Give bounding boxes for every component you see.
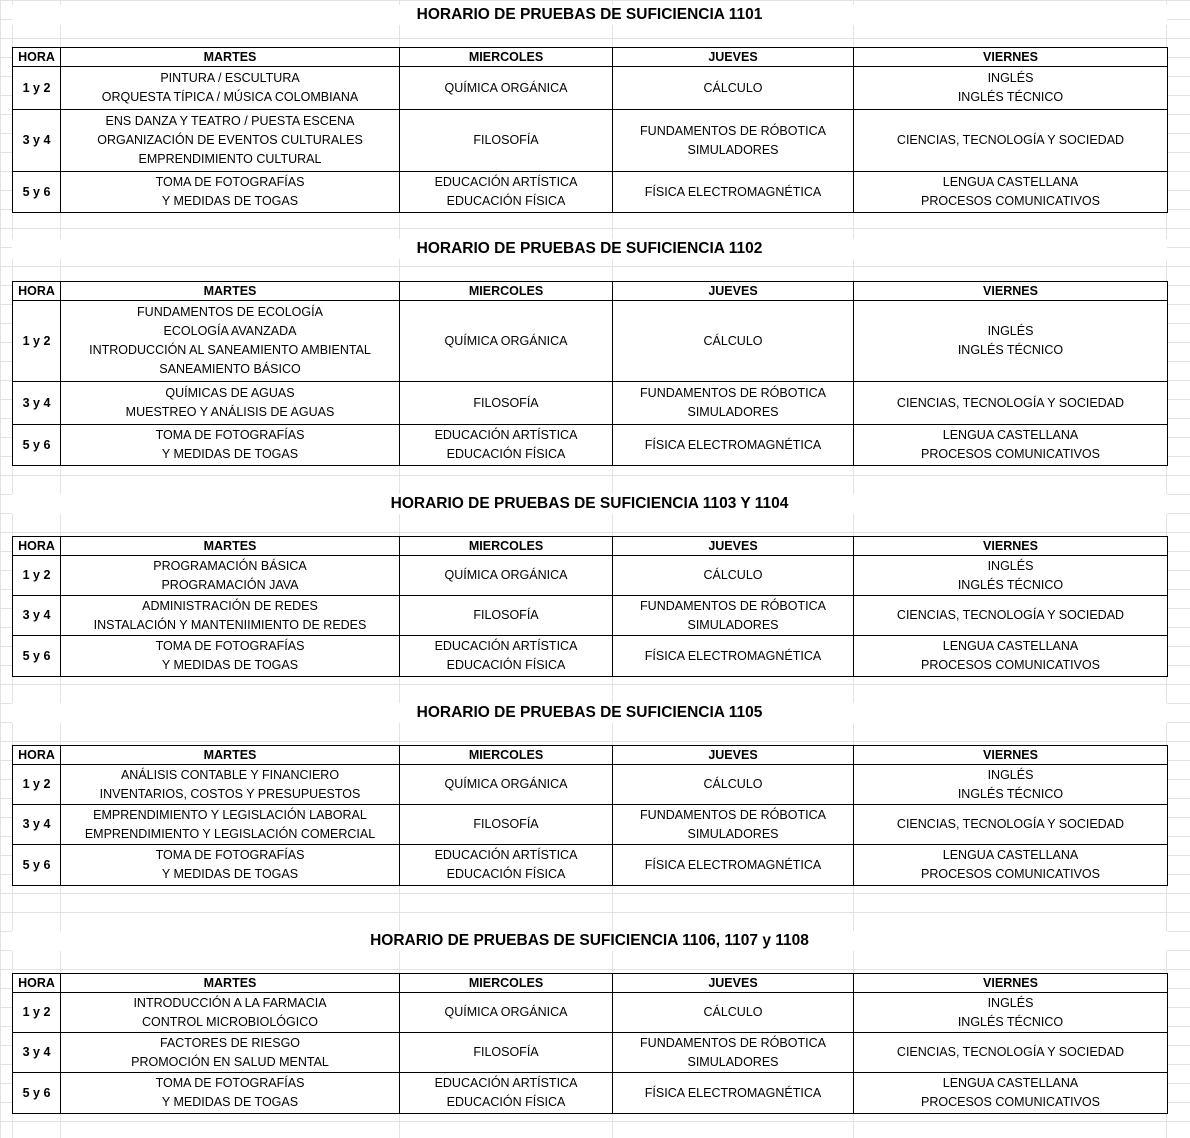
subject-text: CÁLCULO (703, 777, 763, 791)
martes-cell[interactable] (61, 596, 400, 636)
viernes-cell[interactable] (854, 556, 1168, 596)
jueves-cell[interactable] (613, 993, 854, 1033)
miercoles-cell[interactable] (400, 425, 613, 466)
subject-text: INGLÉS TÉCNICO (957, 90, 1064, 104)
subject-text: LENGUA CASTELLANA (942, 175, 1079, 189)
subject-text: INSTALACIÓN Y MANTENIIMIENTO DE REDES (93, 617, 367, 632)
subject-text: FÍSICA ELECTROMAGNÉTICA (644, 648, 822, 663)
subject-text: PROMOCIÓN EN SALUD MENTAL (131, 1054, 329, 1069)
viernes-cell[interactable] (854, 1033, 1168, 1073)
hora-cell[interactable]: 3 y 4 (13, 110, 61, 172)
subject-text: INGLÉS TÉCNICO (957, 577, 1064, 592)
subject-text: PROCESOS COMUNICATIVOS (921, 867, 1100, 881)
hora-cell[interactable]: 3 y 4 (13, 1033, 61, 1073)
subject-text: TOMA DE FOTOGRAFÍAS (155, 175, 305, 189)
schedule-table (12, 973, 1168, 1114)
hora-cell[interactable]: 5 y 6 (13, 172, 61, 213)
subject-text: EDUCACIÓN FÍSICA (446, 447, 566, 461)
viernes-cell[interactable] (854, 845, 1168, 886)
subject-text: QUÍMICA ORGÁNICA (444, 80, 568, 95)
table-row (13, 301, 1168, 382)
schedule-table (12, 745, 1168, 886)
viernes-cell[interactable] (854, 1073, 1168, 1114)
column-header-hora[interactable]: HORA (13, 282, 61, 301)
subject-text: FUNDAMENTOS DE RÓBOTICA (640, 1035, 826, 1050)
subject-text: QUÍMICA ORGÁNICA (444, 568, 568, 582)
table-row (13, 805, 1168, 845)
schedule-title: HORARIO DE PRUEBAS DE SUFICIENCIA 1106, 1107 y 1108 (12, 931, 1167, 951)
jueves-cell[interactable] (613, 805, 854, 845)
column-header-viernes[interactable]: VIERNES (854, 282, 1168, 301)
subject-text: QUÍMICAS DE AGUAS (165, 386, 295, 400)
schedule-table (12, 47, 1168, 213)
jueves-cell[interactable] (613, 765, 854, 805)
subject-text: INVENTARIOS, COSTOS Y PRESUPUESTOS (99, 786, 361, 801)
jueves-cell[interactable] (613, 172, 854, 213)
subject-text: FILOSOFÍA (473, 133, 539, 147)
subject-text: CIENCIAS, TECNOLOGÍA Y SOCIEDAD (896, 1045, 1125, 1059)
subject-text: PROCESOS COMUNICATIVOS (921, 194, 1100, 208)
subject-text: LENGUA CASTELLANA (942, 428, 1079, 442)
subject-text: CIENCIAS, TECNOLOGÍA Y SOCIEDAD (896, 608, 1125, 622)
column-header-martes[interactable]: MARTES (61, 974, 400, 993)
hora-cell[interactable]: 3 y 4 (13, 382, 61, 425)
subject-text: FUNDAMENTOS DE RÓBOTICA (640, 123, 826, 138)
subject-text: SIMULADORES (687, 142, 779, 157)
table-row (13, 425, 1168, 466)
martes-cell[interactable] (61, 172, 400, 213)
subject-text: FÍSICA ELECTROMAGNÉTICA (644, 857, 822, 872)
subject-text: QUÍMICA ORGÁNICA (444, 777, 568, 791)
header-row (13, 746, 1168, 765)
miercoles-cell[interactable] (400, 301, 613, 382)
subject-text: PROGRAMACIÓN JAVA (161, 577, 299, 592)
jueves-cell[interactable] (613, 596, 854, 636)
subject-text: CIENCIAS, TECNOLOGÍA Y SOCIEDAD (896, 133, 1125, 147)
subject-text: ORQUESTA TÍPICA / MÚSICA COLOMBIANA (101, 90, 359, 104)
hora-cell[interactable]: 1 y 2 (13, 993, 61, 1033)
subject-text: LENGUA CASTELLANA (942, 848, 1079, 862)
subject-text: SIMULADORES (687, 1054, 779, 1069)
table-row (13, 1073, 1168, 1114)
column-header-viernes[interactable]: VIERNES (854, 48, 1168, 67)
subject-text: EDUCACIÓN FÍSICA (446, 194, 566, 208)
column-header-martes[interactable]: MARTES (61, 746, 400, 765)
subject-text: EMPRENDIMIENTO Y LEGISLACIÓN LABORAL (93, 807, 367, 822)
column-header-jueves[interactable]: JUEVES (613, 974, 854, 993)
viernes-cell[interactable] (854, 172, 1168, 213)
martes-cell[interactable] (61, 1033, 400, 1073)
subject-text: CÁLCULO (703, 333, 763, 348)
subject-text: FILOSOFÍA (473, 1045, 539, 1059)
subject-text: EMPRENDIMIENTO CULTURAL (138, 152, 322, 166)
hora-cell[interactable]: 3 y 4 (13, 805, 61, 845)
subject-text: INTRODUCCIÓN A LA FARMACIA (133, 995, 327, 1010)
hora-cell[interactable]: 1 y 2 (13, 301, 61, 382)
miercoles-cell[interactable] (400, 636, 613, 677)
miercoles-cell[interactable] (400, 67, 613, 110)
subject-text: TOMA DE FOTOGRAFÍAS (155, 848, 305, 862)
column-header-hora[interactable]: HORA (13, 974, 61, 993)
column-header-martes[interactable]: MARTES (61, 282, 400, 301)
column-header-viernes[interactable]: VIERNES (854, 537, 1168, 556)
subject-text: PROCESOS COMUNICATIVOS (921, 1095, 1100, 1109)
martes-cell[interactable] (61, 110, 400, 172)
viernes-cell[interactable] (854, 636, 1168, 677)
header-row (13, 48, 1168, 67)
miercoles-cell[interactable] (400, 596, 613, 636)
subject-text: SIMULADORES (687, 405, 779, 419)
subject-text: QUÍMICA ORGÁNICA (444, 1005, 568, 1019)
subject-text: EDUCACIÓN ARTÍSTICA (434, 175, 578, 189)
header-row (13, 537, 1168, 556)
subject-text: EMPRENDIMIENTO Y LEGISLACIÓN COMERCIAL (84, 826, 376, 841)
subject-text: QUÍMICA ORGÁNICA (444, 333, 568, 348)
subject-text: FILOSOFÍA (473, 608, 539, 622)
subject-text: ECOLOGÍA AVANZADA (163, 324, 297, 338)
jueves-cell[interactable] (613, 845, 854, 886)
viernes-cell[interactable] (854, 382, 1168, 425)
subject-text: EDUCACIÓN ARTÍSTICA (434, 639, 578, 653)
subject-text: ORGANIZACIÓN DE EVENTOS CULTURALES (97, 133, 363, 147)
column-header-hora[interactable]: HORA (13, 537, 61, 556)
subject-text: MUESTREO Y ANÁLISIS DE AGUAS (125, 405, 335, 419)
martes-cell[interactable] (61, 805, 400, 845)
subject-text: FACTORES DE RIESGO (159, 1035, 301, 1050)
table-row (13, 110, 1168, 172)
viernes-cell[interactable] (854, 993, 1168, 1033)
schedule-table (12, 536, 1168, 677)
table-row (13, 382, 1168, 425)
subject-text: SANEAMIENTO BÁSICO (159, 362, 301, 376)
column-header-miercoles[interactable]: MIERCOLES (400, 746, 613, 765)
subject-text: ENS DANZA Y TEATRO / PUESTA ESCENA (105, 114, 355, 128)
schedule-title: HORARIO DE PRUEBAS DE SUFICIENCIA 1102 (12, 239, 1167, 259)
column-header-martes[interactable]: MARTES (61, 48, 400, 67)
column-header-viernes[interactable]: VIERNES (854, 974, 1168, 993)
jueves-cell[interactable] (613, 425, 854, 466)
miercoles-cell[interactable] (400, 382, 613, 425)
table-row (13, 1033, 1168, 1073)
column-header-miercoles[interactable]: MIERCOLES (400, 537, 613, 556)
miercoles-cell[interactable] (400, 1073, 613, 1114)
viernes-cell[interactable] (854, 110, 1168, 172)
table-row (13, 765, 1168, 805)
jueves-cell[interactable] (613, 636, 854, 677)
martes-cell[interactable] (61, 1073, 400, 1114)
subject-text: FUNDAMENTOS DE RÓBOTICA (640, 807, 826, 822)
subject-text: INGLÉS TÉCNICO (957, 343, 1064, 357)
subject-text: FUNDAMENTOS DE RÓBOTICA (640, 386, 826, 400)
subject-text: PROCESOS COMUNICATIVOS (921, 658, 1100, 672)
hora-cell[interactable]: 5 y 6 (13, 636, 61, 677)
column-header-miercoles[interactable]: MIERCOLES (400, 282, 613, 301)
subject-text: EDUCACIÓN FÍSICA (446, 658, 566, 672)
schedule-title: HORARIO DE PRUEBAS DE SUFICIENCIA 1101 (12, 5, 1167, 25)
viernes-cell[interactable] (854, 301, 1168, 382)
subject-text: TOMA DE FOTOGRAFÍAS (155, 639, 305, 653)
martes-cell[interactable] (61, 993, 400, 1033)
martes-cell[interactable] (61, 301, 400, 382)
martes-cell[interactable] (61, 382, 400, 425)
miercoles-cell[interactable] (400, 1033, 613, 1073)
subject-text: INGLÉS (987, 324, 1034, 338)
subject-text: ANÁLISIS CONTABLE Y FINANCIERO (120, 767, 340, 782)
hora-cell[interactable]: 3 y 4 (13, 596, 61, 636)
subject-text: Y MEDIDAS DE TOGAS (161, 867, 299, 881)
schedule-table (12, 281, 1168, 466)
subject-text: FILOSOFÍA (473, 817, 539, 831)
column-header-jueves[interactable]: JUEVES (613, 48, 854, 67)
subject-text: EDUCACIÓN ARTÍSTICA (434, 1076, 578, 1090)
subject-text: LENGUA CASTELLANA (942, 639, 1079, 653)
jueves-cell[interactable] (613, 1033, 854, 1073)
jueves-cell[interactable] (613, 382, 854, 425)
subject-text: SIMULADORES (687, 617, 779, 632)
subject-text: EDUCACIÓN FÍSICA (446, 867, 566, 881)
subject-text: Y MEDIDAS DE TOGAS (161, 194, 299, 208)
subject-text: CÁLCULO (703, 1005, 763, 1019)
subject-text: EDUCACIÓN FÍSICA (446, 1095, 566, 1109)
subject-text: FUNDAMENTOS DE RÓBOTICA (640, 598, 826, 613)
miercoles-cell[interactable] (400, 805, 613, 845)
hora-cell[interactable]: 5 y 6 (13, 425, 61, 466)
subject-text: INGLÉS (987, 558, 1034, 573)
header-row (13, 282, 1168, 301)
hora-cell[interactable]: 1 y 2 (13, 765, 61, 805)
column-header-hora[interactable]: HORA (13, 48, 61, 67)
subject-text: Y MEDIDAS DE TOGAS (161, 658, 299, 672)
martes-cell[interactable] (61, 845, 400, 886)
miercoles-cell[interactable] (400, 765, 613, 805)
subject-text: FÍSICA ELECTROMAGNÉTICA (644, 1085, 822, 1100)
subject-text: TOMA DE FOTOGRAFÍAS (155, 428, 305, 442)
subject-text: FÍSICA ELECTROMAGNÉTICA (644, 437, 822, 452)
table-row (13, 845, 1168, 886)
subject-text: EDUCACIÓN ARTÍSTICA (434, 428, 578, 442)
subject-text: SIMULADORES (687, 826, 779, 841)
column-header-hora[interactable]: HORA (13, 746, 61, 765)
jueves-cell[interactable] (613, 1073, 854, 1114)
column-header-viernes[interactable]: VIERNES (854, 746, 1168, 765)
martes-cell[interactable] (61, 67, 400, 110)
miercoles-cell[interactable] (400, 993, 613, 1033)
jueves-cell[interactable] (613, 556, 854, 596)
table-row (13, 67, 1168, 110)
viernes-cell[interactable] (854, 765, 1168, 805)
subject-text: CÁLCULO (703, 568, 763, 582)
table-row (13, 596, 1168, 636)
subject-text: INTRODUCCIÓN AL SANEAMIENTO AMBIENTAL (89, 343, 371, 357)
subject-text: PINTURA / ESCULTURA (160, 71, 300, 85)
subject-text: PROCESOS COMUNICATIVOS (921, 447, 1100, 461)
subject-text: INGLÉS TÉCNICO (957, 786, 1064, 801)
subject-text: CONTROL MICROBIOLÓGICO (142, 1014, 318, 1029)
table-row (13, 172, 1168, 213)
hora-cell[interactable]: 5 y 6 (13, 1073, 61, 1114)
subject-text: PROGRAMACIÓN BÁSICA (153, 558, 307, 573)
header-row (13, 974, 1168, 993)
subject-text: ADMINISTRACIÓN DE REDES (142, 598, 318, 613)
martes-cell[interactable] (61, 556, 400, 596)
subject-text: TOMA DE FOTOGRAFÍAS (155, 1076, 305, 1090)
miercoles-cell[interactable] (400, 172, 613, 213)
subject-text: INGLÉS (987, 767, 1034, 782)
subject-text: LENGUA CASTELLANA (942, 1076, 1079, 1090)
subject-text: CIENCIAS, TECNOLOGÍA Y SOCIEDAD (896, 817, 1125, 831)
martes-cell[interactable] (61, 425, 400, 466)
subject-text: FUNDAMENTOS DE ECOLOGÍA (137, 305, 323, 319)
miercoles-cell[interactable] (400, 556, 613, 596)
hora-cell[interactable]: 5 y 6 (13, 845, 61, 886)
martes-cell[interactable] (61, 765, 400, 805)
schedule-title: HORARIO DE PRUEBAS DE SUFICIENCIA 1105 (12, 703, 1167, 723)
hora-cell[interactable]: 1 y 2 (13, 67, 61, 110)
viernes-cell[interactable] (854, 596, 1168, 636)
column-header-martes[interactable]: MARTES (61, 537, 400, 556)
subject-text: Y MEDIDAS DE TOGAS (161, 447, 299, 461)
subject-text: INGLÉS (987, 995, 1034, 1010)
viernes-cell[interactable] (854, 805, 1168, 845)
jueves-cell[interactable] (613, 67, 854, 110)
column-header-miercoles[interactable]: MIERCOLES (400, 48, 613, 67)
hora-cell[interactable]: 1 y 2 (13, 556, 61, 596)
table-row (13, 993, 1168, 1033)
column-header-jueves[interactable]: JUEVES (613, 537, 854, 556)
viernes-cell[interactable] (854, 67, 1168, 110)
subject-text: INGLÉS (987, 71, 1034, 85)
miercoles-cell[interactable] (400, 110, 613, 172)
jueves-cell[interactable] (613, 110, 854, 172)
subject-text: Y MEDIDAS DE TOGAS (161, 1095, 299, 1109)
table-row (13, 556, 1168, 596)
miercoles-cell[interactable] (400, 845, 613, 886)
subject-text: INGLÉS TÉCNICO (957, 1014, 1064, 1029)
schedule-title: HORARIO DE PRUEBAS DE SUFICIENCIA 1103 Y 1104 (12, 494, 1167, 514)
martes-cell[interactable] (61, 636, 400, 677)
jueves-cell[interactable] (613, 301, 854, 382)
column-header-jueves[interactable]: JUEVES (613, 746, 854, 765)
viernes-cell[interactable] (854, 425, 1168, 466)
subject-text: CÁLCULO (703, 80, 763, 95)
subject-text: CIENCIAS, TECNOLOGÍA Y SOCIEDAD (896, 395, 1125, 410)
subject-text: FILOSOFÍA (473, 395, 539, 410)
column-header-miercoles[interactable]: MIERCOLES (400, 974, 613, 993)
subject-text: FÍSICA ELECTROMAGNÉTICA (644, 184, 822, 199)
table-row (13, 636, 1168, 677)
column-header-jueves[interactable]: JUEVES (613, 282, 854, 301)
subject-text: EDUCACIÓN ARTÍSTICA (434, 848, 578, 862)
